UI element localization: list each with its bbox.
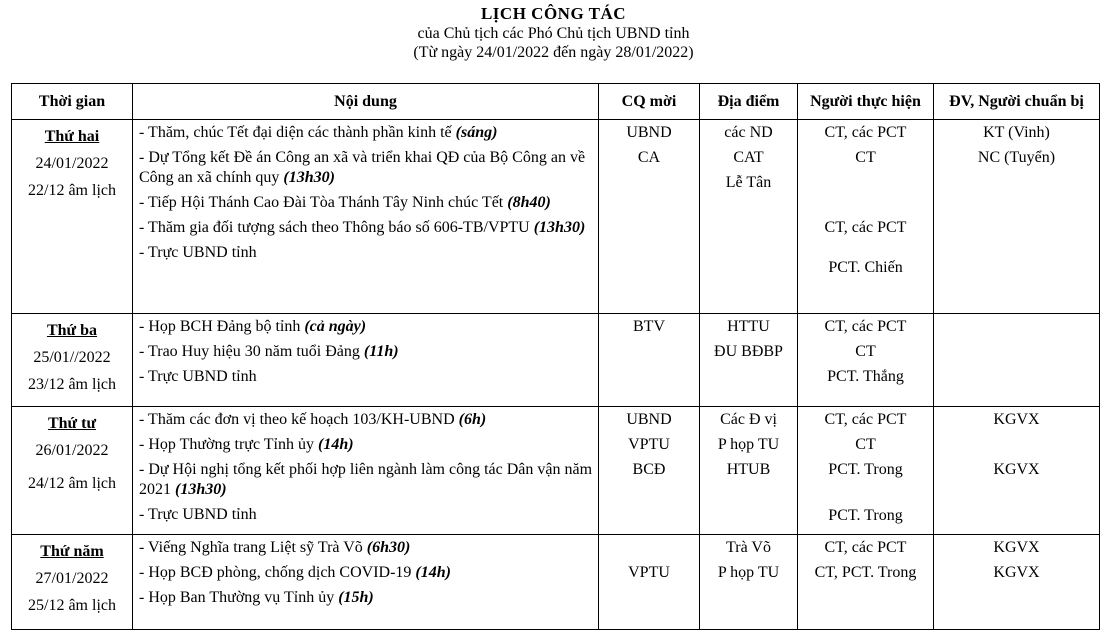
inviter-cell: UBND VPTU BCĐ bbox=[599, 407, 700, 535]
day-name: Thứ ba bbox=[46, 322, 98, 339]
col-header-performer: Người thực hiện bbox=[798, 84, 934, 120]
location-cell: HTTU ĐU BĐBP bbox=[700, 314, 798, 407]
col-header-preparer: ĐV, Người chuẩn bị bbox=[934, 84, 1100, 120]
day-name: Thứ hai bbox=[44, 128, 100, 145]
preparer-cell: KGVX KGVX bbox=[934, 535, 1100, 630]
preparer-cell: KGVX KGVX bbox=[934, 407, 1100, 535]
preparer-cell: KT (Vinh) NC (Tuyển) bbox=[934, 120, 1100, 314]
table-header-row bbox=[12, 84, 1100, 120]
day-lunar: 24/12 âm lịch bbox=[28, 475, 116, 492]
day-cell bbox=[12, 314, 133, 407]
day-lunar: 23/12 âm lịch bbox=[28, 376, 116, 393]
list-item: - Trực UBND tỉnh bbox=[139, 368, 257, 385]
location-cell: các ND CAT Lễ Tân bbox=[700, 120, 798, 314]
day-name: Thứ tư bbox=[47, 415, 97, 432]
table-row bbox=[12, 314, 1100, 407]
content-cell bbox=[133, 535, 599, 630]
table-row bbox=[12, 535, 1100, 630]
list-item: - Thăm các đơn vị theo kế hoạch 103/KH-UBND (6h) bbox=[139, 411, 487, 428]
content-cell bbox=[133, 314, 599, 407]
col-header-inviter: CQ mời bbox=[599, 84, 700, 120]
list-item: - Họp Thường trực Tỉnh ủy (14h) bbox=[139, 436, 354, 453]
document-subtitle: của Chủ tịch các Phó Chủ tịch UBND tỉnh bbox=[417, 25, 690, 42]
day-name: Thứ năm bbox=[40, 543, 104, 560]
day-date: 27/01/2022 bbox=[35, 570, 109, 587]
inviter-cell: UBND CA bbox=[599, 120, 700, 314]
list-item: - Họp BCH Đảng bộ tỉnh (cả ngày) bbox=[139, 318, 367, 335]
preparer-cell bbox=[934, 314, 1100, 407]
list-item: - Trực UBND tỉnh bbox=[139, 506, 257, 523]
inviter-cell: VPTU bbox=[599, 535, 700, 630]
day-cell bbox=[12, 407, 133, 535]
day-lunar: 22/12 âm lịch bbox=[28, 182, 116, 199]
col-header-location: Địa điểm bbox=[700, 84, 798, 120]
content-cell bbox=[133, 407, 599, 535]
day-date: 26/01/2022 bbox=[35, 442, 109, 459]
performer-cell: CT, các PCT CT PCT. Trong PCT. Trong bbox=[798, 407, 934, 535]
inviter-cell: BTV bbox=[599, 314, 700, 407]
day-date: 24/01/2022 bbox=[35, 155, 109, 172]
content-cell bbox=[133, 120, 599, 314]
list-item: - Thăm, chúc Tết đại diện các thành phần kinh tế (sáng) bbox=[139, 124, 498, 141]
schedule-table bbox=[11, 83, 1100, 630]
list-item: - Dự Hội nghị tổng kết phối hợp liên ngành làm công tác Dân vận năm 2021 (13h30) bbox=[139, 461, 593, 498]
list-item: - Tiếp Hội Thánh Cao Đài Tòa Thánh Tây Ninh chúc Tết (8h40) bbox=[139, 194, 551, 211]
list-item: - Trao Huy hiệu 30 năm tuổi Đảng (11h) bbox=[139, 343, 399, 360]
performer-cell: CT, các PCT CT CT, các PCT PCT. Chiến bbox=[798, 120, 934, 314]
document-title: LỊCH CÔNG TÁC bbox=[480, 4, 627, 23]
performer-cell: CT, các PCT CT PCT. Thắng bbox=[798, 314, 934, 407]
day-lunar: 25/12 âm lịch bbox=[28, 597, 116, 614]
day-cell bbox=[12, 535, 133, 630]
document-header bbox=[0, 4, 1107, 62]
col-header-content: Nội dung bbox=[133, 84, 599, 120]
list-item: - Trực UBND tỉnh bbox=[139, 244, 257, 261]
date-range: (Từ ngày 24/01/2022 đến ngày 28/01/2022) bbox=[413, 44, 694, 61]
table-row bbox=[12, 407, 1100, 535]
location-cell: Trà Võ P họp TU bbox=[700, 535, 798, 630]
list-item: - Thăm gia đối tượng sách theo Thông báo số 606-TB/VPTU (13h30) bbox=[139, 219, 586, 236]
list-item: - Họp Ban Thường vụ Tỉnh ủy (15h) bbox=[139, 589, 374, 606]
day-cell bbox=[12, 120, 133, 314]
list-item: - Họp BCĐ phòng, chống dịch COVID-19 (14h) bbox=[139, 564, 451, 581]
table-row bbox=[12, 120, 1100, 314]
day-date: 25/01//2022 bbox=[33, 349, 111, 366]
performer-cell: CT, các PCT CT, PCT. Trong bbox=[798, 535, 934, 630]
list-item: - Dự Tổng kết Đề án Công an xã và triển khai QĐ của Bộ Công an về Công an xã chính quy (13h30) bbox=[139, 149, 586, 186]
location-cell: Các Đ vị P họp TU HTUB bbox=[700, 407, 798, 535]
col-header-time: Thời gian bbox=[12, 84, 133, 120]
list-item: - Viếng Nghĩa trang Liệt sỹ Trà Võ (6h30) bbox=[139, 539, 411, 556]
